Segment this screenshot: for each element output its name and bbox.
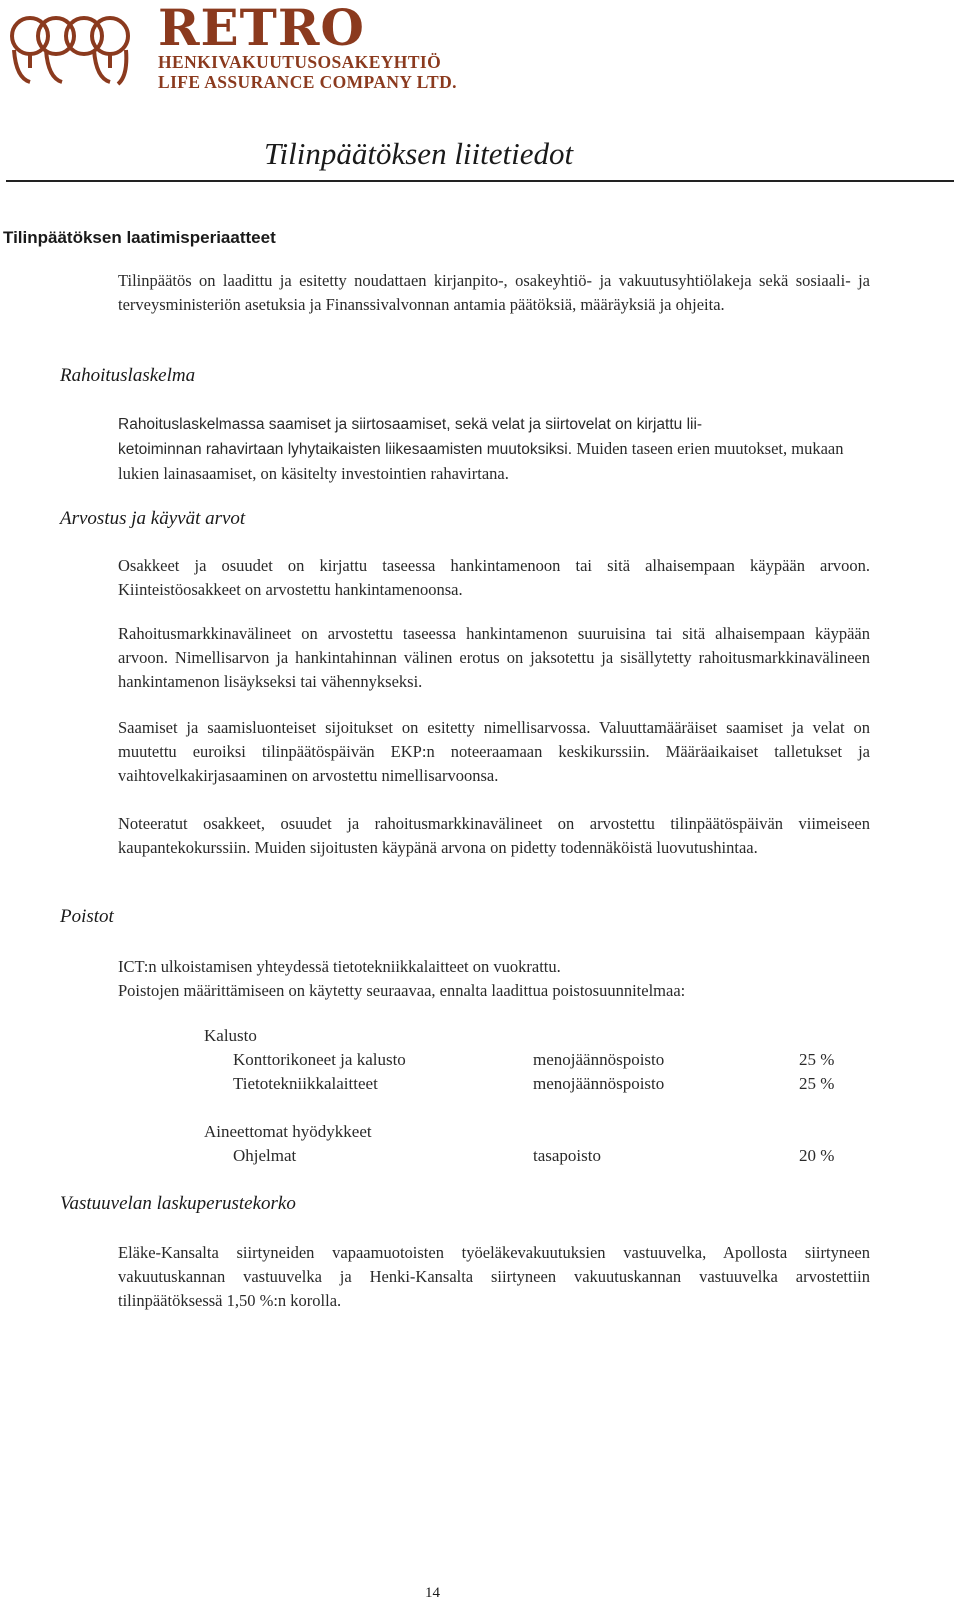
company-name: RETRO xyxy=(158,0,365,57)
poistot-line-1: ICT:n ulkoistamisen yhteydessä tietotekniikkalaitteet on vuokrattu. xyxy=(118,957,561,976)
dep-group-kalusto: Kalusto xyxy=(204,1026,257,1045)
rahoituslaskelma-line-2: ketoiminnan rahavirtaan lyhytaikaisten liikesaamisten muutoksiksi. xyxy=(118,441,573,458)
dep-row-item: Ohjelmat xyxy=(233,1146,297,1165)
page-number: 14 xyxy=(425,1585,440,1601)
company-subtitle-fi: HENKIVAKUUTUSOSAKEYHTIÖ xyxy=(158,52,442,72)
section-heading-poistot: Poistot xyxy=(60,906,114,927)
dep-row-item: Tietotekniikkalaitteet xyxy=(233,1074,378,1093)
section-heading-rahoituslaskelma: Rahoituslaskelma xyxy=(60,365,196,386)
section-heading-arvostus: Arvostus ja käyvät arvot xyxy=(60,508,246,529)
poistot-line-2: Poistojen määrittämiseen on käytetty seuraavaa, ennalta laadittua poistosuunnitelmaa: xyxy=(118,981,686,1000)
document-title: Tilinpäätöksen liitetiedot xyxy=(264,136,574,171)
rahoituslaskelma-line-3: Muiden taseen erien muutokset, mukaan lukien lainasaamiset, on käsitelty investointien rahavirtana. xyxy=(118,439,844,483)
dep-row-method: menojäännöspoisto xyxy=(533,1074,665,1093)
title-divider xyxy=(6,180,954,182)
arvostus-paragraph-3: Saamiset ja saamisluonteiset sijoitukset on esitetty nimellisarvossa. Valuuttamääräiset saamiset ja velat on muutettu euroiksi tilinpäätöspäivän EKP:n noteeraamaan keskikurssiin. Määräaikaiset talletukset ja vaihtovelkakirjasaaminen on arvostettu nimellisarvoonsa. xyxy=(118,718,870,785)
main-heading: Tilinpäätöksen laatimisperiaatteet xyxy=(3,228,276,247)
dep-row-rate: 25 % xyxy=(799,1074,835,1093)
rahoituslaskelma-paragraph xyxy=(118,413,870,487)
section-heading-vastuuvelka: Vastuuvelan laskuperustekorko xyxy=(60,1193,296,1214)
company-logo-icon xyxy=(6,6,136,88)
vastuuvelka-paragraph: Eläke-Kansalta siirtyneiden vapaamuotoisten työeläkevakuutuksien vastuuvelka, Apollosta siirtyneen vakuutuskannan vastuuvelka ja Henki-Kansalta siirtyneen vakuutuskannan vastuuvelka arvostettiin tilinpäätöksessä 1,50 %:n korolla. xyxy=(118,1243,870,1310)
rahoituslaskelma-line-1: Rahoituslaskelmassa saamiset ja siirtosaamiset, sekä velat ja siirtovelat on kirjattu lii- xyxy=(118,416,703,433)
dep-row-method: tasapoisto xyxy=(533,1146,601,1165)
arvostus-paragraph-1: Osakkeet ja osuudet on kirjattu taseessa hankintamenoon tai sitä alhaisempaan käypään arvoon. Kiinteistöosakkeet on arvostettu hankintamenoonsa. xyxy=(118,556,870,599)
dep-row-rate: 20 % xyxy=(799,1146,835,1165)
company-subtitle-en: LIFE ASSURANCE COMPANY LTD. xyxy=(158,72,457,92)
dep-group-aineettomat: Aineettomat hyödykkeet xyxy=(204,1122,372,1141)
intro-paragraph: Tilinpäätös on laadittu ja esitetty noudattaen kirjanpito-, osakeyhtiö- ja vakuutusyhtiölakeja sekä sosiaali- ja terveysministeriön asetuksia ja Finanssivalvonnan antamia päätöksiä, määräyksiä ja ohjeita. xyxy=(118,271,870,314)
dep-row-rate: 25 % xyxy=(799,1050,835,1069)
arvostus-paragraph-2: Rahoitusmarkkinavälineet on arvostettu taseessa hankintamenon suuruisina tai sitä alhaisempaan käypään arvoon. Nimellisarvon ja hankintahinnan välinen erotus on jaksotettu ja sisällytetty rahoitusmarkkinavälineen hankintamenon lisäykseksi tai vähennykseksi. xyxy=(118,624,870,691)
arvostus-paragraph-4: Noteeratut osakkeet, osuudet ja rahoitusmarkkinavälineet on arvostettu tilinpäätöspäivän viimeiseen kaupantekokurssiin. Muiden sijoitusten käypänä arvona on pidetty todennäköistä luovutushintaa. xyxy=(118,814,870,857)
dep-row-item: Konttorikoneet ja kalusto xyxy=(233,1050,406,1069)
dep-row-method: menojäännöspoisto xyxy=(533,1050,665,1069)
